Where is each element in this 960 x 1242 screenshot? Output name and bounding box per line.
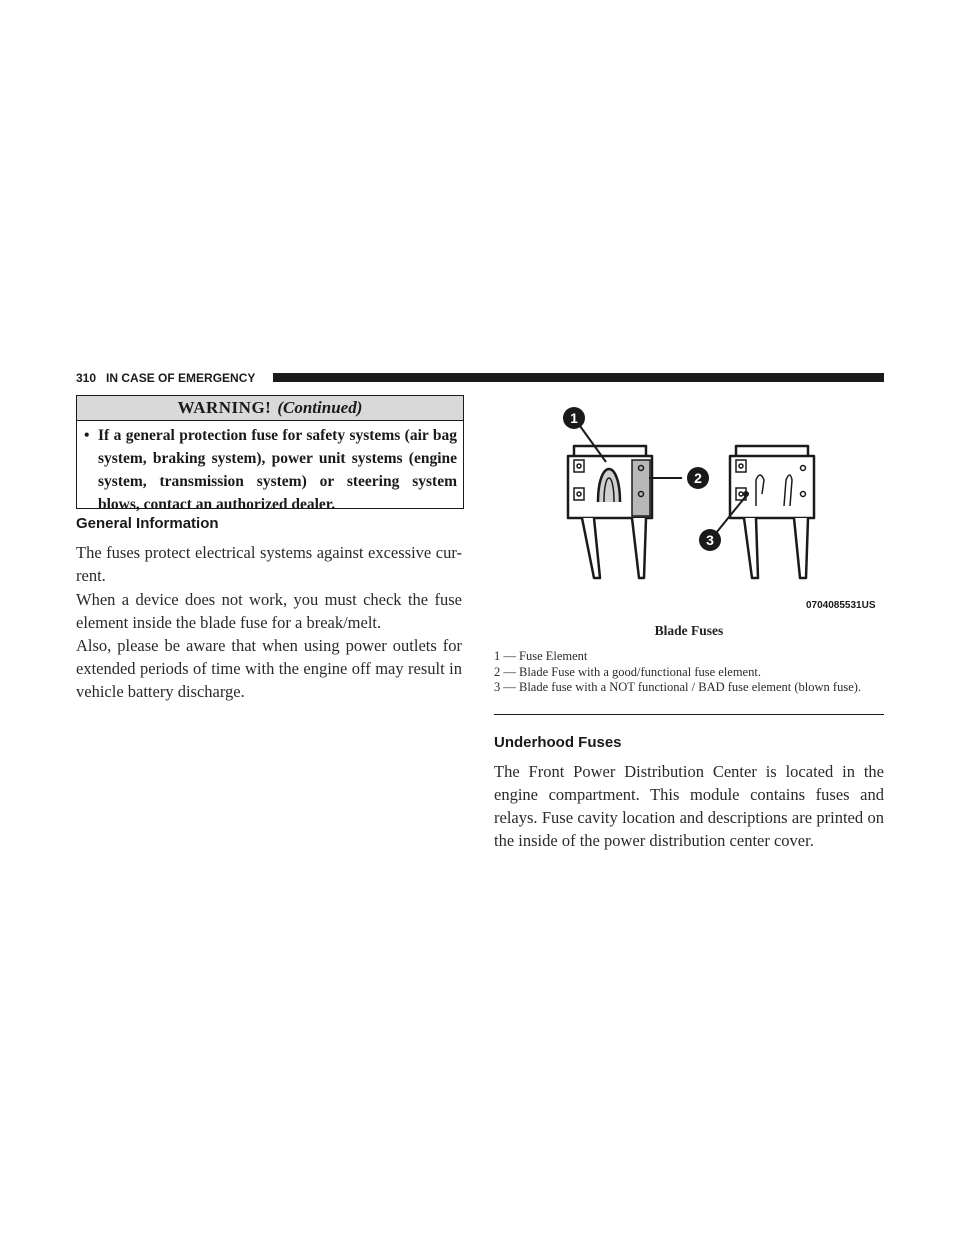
general-heading: General Information [76, 515, 219, 532]
figure-caption: Blade Fuses [654, 623, 724, 638]
underhood-heading: Underhood Fuses [494, 734, 622, 751]
callout-1 [563, 407, 585, 429]
legend-item-3: 3 — Blade fuse with a NOT functional / BAD fuse element (blown fuse). [494, 680, 862, 694]
general-paragraph-1: The fuses protect electrical systems against excessive cur- rent. [76, 543, 462, 585]
legend-item-1: 1 — Fuse Element [494, 649, 588, 663]
callout-label-2: 2 [694, 470, 702, 486]
warning-body [77, 421, 463, 516]
callout-label-3: 3 [706, 532, 714, 548]
callout-2 [687, 467, 709, 489]
header-text [76, 370, 255, 386]
section-title: IN CASE OF EMERGENCY [106, 371, 256, 385]
underhood-paragraph: The Front Power Distribution Center is located in the engine compartment. This module contains fuses and relays. Fuse cavity location and descriptions are printed on the inside of the power distribution center cover. [494, 762, 884, 850]
page-header [76, 370, 884, 386]
header-rule [273, 373, 884, 382]
warning-text: If a general protection fuse for safety systems (air bag system, braking system), power unit systems (engine system, transmission system) or steering system blows, contact an authorized dealer. [98, 427, 457, 513]
blade-fuses-illustration [494, 398, 884, 612]
bullet: • [84, 427, 90, 444]
general-paragraph-2: When a device does not work, you must check the fuse element inside the blade fuse for a break/melt. [76, 590, 462, 632]
warning-title: WARNING! [177, 398, 272, 417]
callout-label-1: 1 [570, 410, 578, 426]
legend-rule [494, 714, 884, 715]
general-paragraph-3: Also, please be aware that when using power outlets for extended periods of time with the engine off may result in vehicle battery discharge. [76, 636, 462, 701]
callout-3 [699, 529, 721, 551]
fuse-element-band [632, 460, 650, 516]
figure-code: 0704085531US [806, 600, 876, 611]
page-number: 310 [76, 371, 97, 385]
warning-box [76, 395, 464, 513]
warning-continued: (Continued) [277, 398, 363, 417]
warning-header [77, 396, 463, 421]
legend-item-2: 2 — Blade Fuse with a good/functional fuse element. [494, 664, 761, 679]
figure-legend [494, 649, 884, 696]
